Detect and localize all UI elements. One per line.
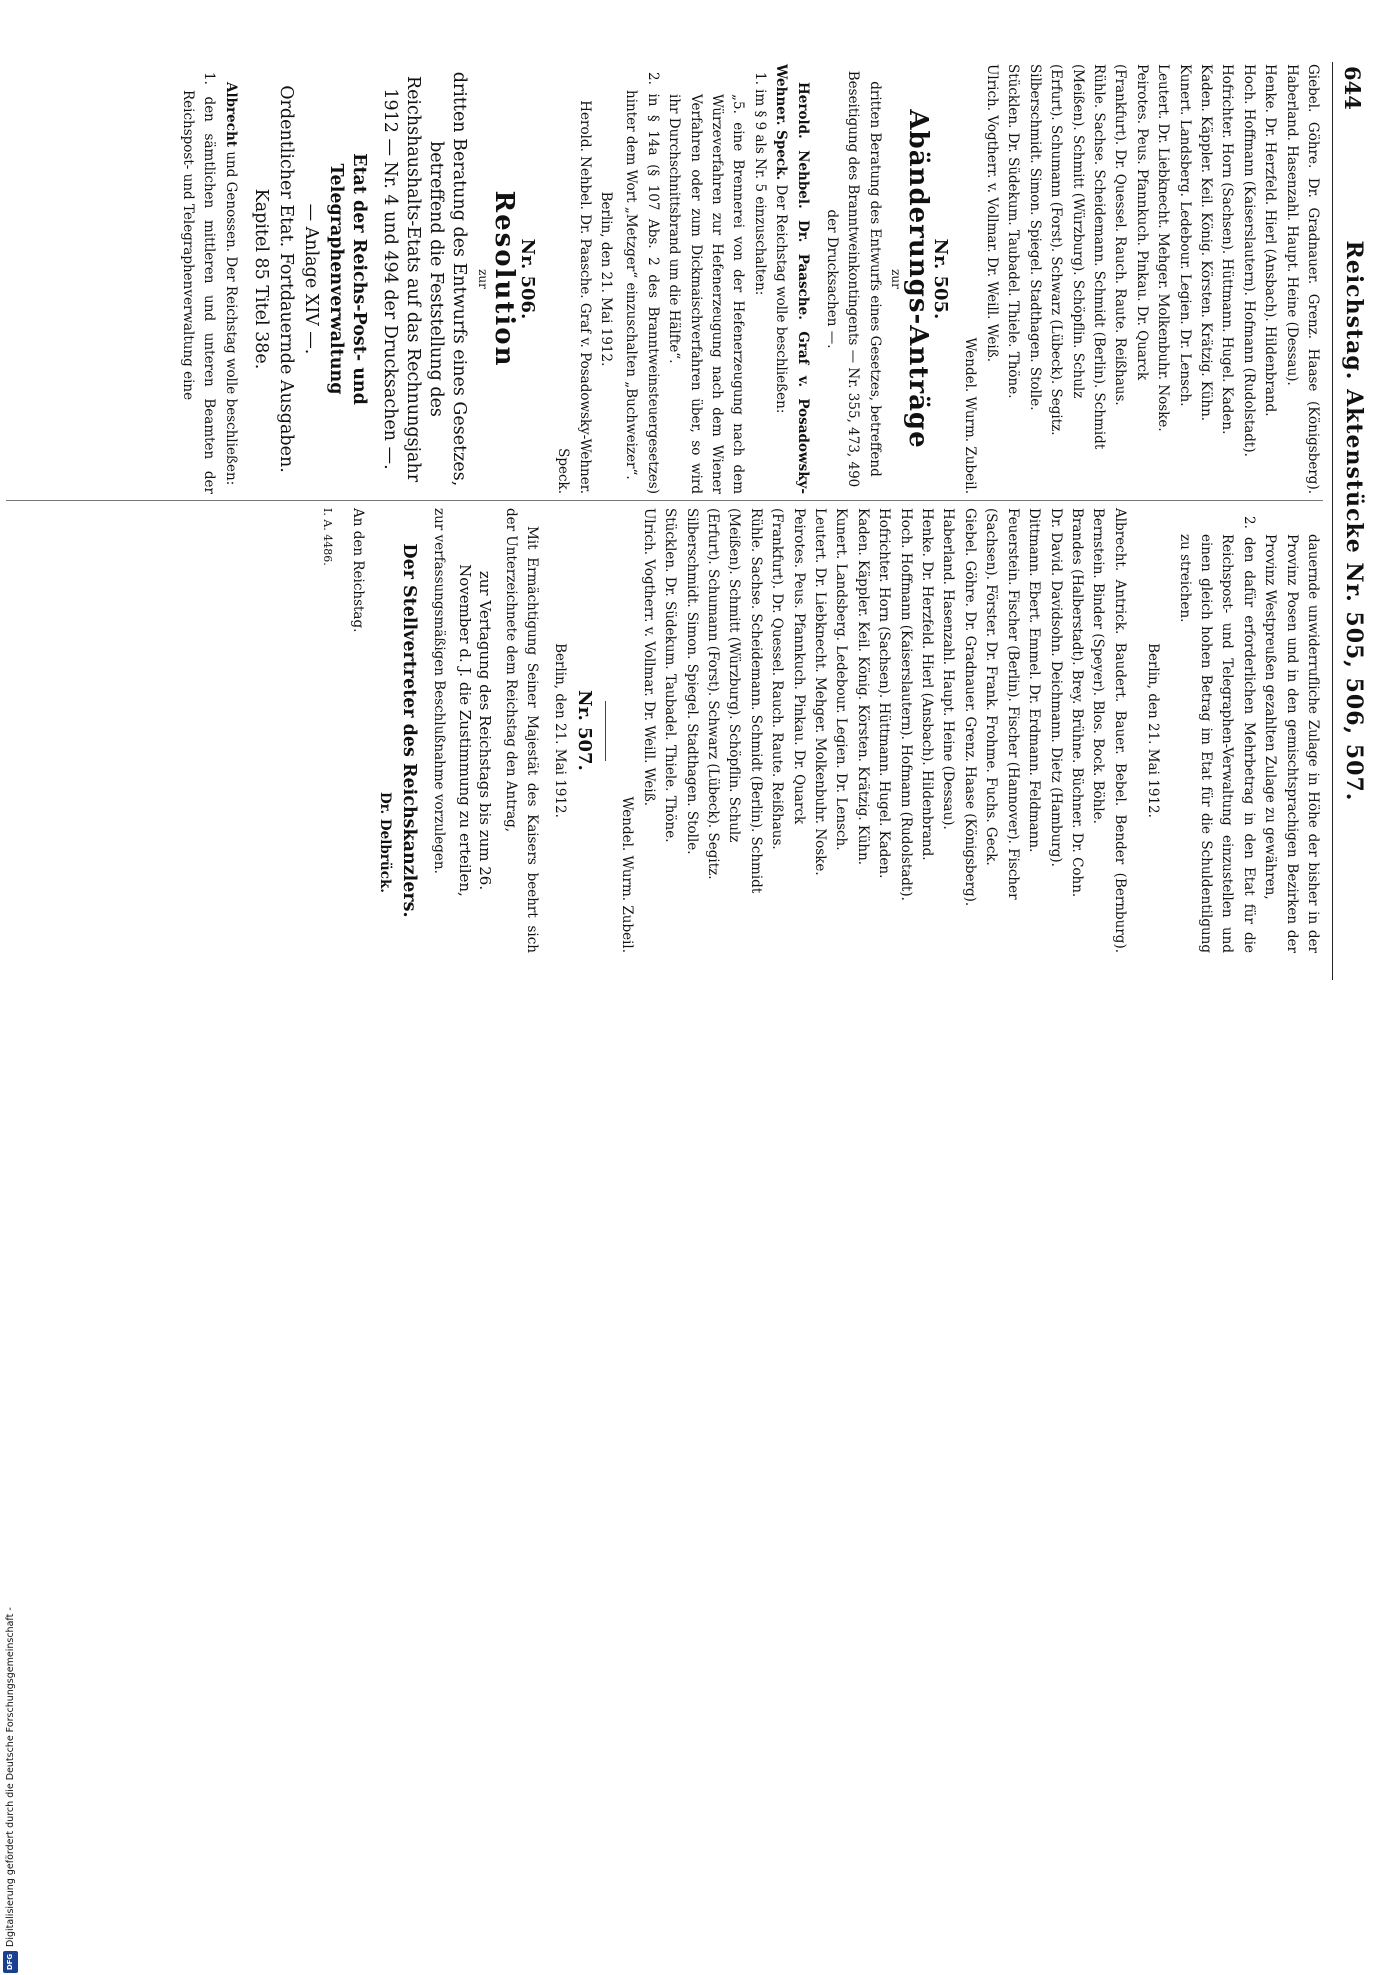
addressee: An den Reichstag. bbox=[349, 508, 366, 633]
name-line: Dr. David. Davidsohn. Deichmann. Dietz (Hamburg). bbox=[1047, 508, 1064, 867]
etat-type: Ordentlicher Etat. Fortdauernde Ausgaben. bbox=[275, 85, 296, 473]
name-line: Peirotes. Peus. Pfannkuch. Pinkau. Dr. Quarck bbox=[790, 508, 807, 825]
heading-resolution: Resolution bbox=[489, 190, 520, 368]
name-line: Kaden. Käppler. Keil. König. Körsten. Krätzig. Kühn. bbox=[854, 508, 871, 866]
name-line: Hofrichter. Horn (Sachsen). Hüttmann. Hugel. Kaden. bbox=[1219, 64, 1236, 435]
name-line: (Meißen). Schmitt (Würzburg). Schöpflin. Schulz bbox=[1069, 64, 1086, 399]
name-line: Silberschmidt. Simon. Spiegel. Stadthagen. Stolle. bbox=[683, 508, 700, 855]
name-line: Ulrich. Vogtherr. v. Vollmar. Dr. Weill. Weiß. bbox=[640, 508, 657, 807]
name-line: Albrecht. Antrick. Baudert. Bauer. Bebel. Bender (Bernburg). Bernstein. Binder (Speyer). Blos. Bock. Böhle. bbox=[1090, 508, 1128, 953]
motion-b bbox=[219, 64, 240, 494]
running-title: Reichstag. Aktenstücke Nr. 505, 506, 507. bbox=[1341, 240, 1367, 802]
name-line: Peirotes. Peus. Pfannkuch. Pinkau. Dr. Quarck bbox=[1133, 64, 1150, 381]
name-line: Hofrichter. Horn (Sachsen). Hüttmann. Hugel. Kaden. bbox=[876, 508, 893, 879]
anlage: — Anlage XIV —. bbox=[300, 203, 321, 355]
name-line: (Frankfurt). Dr. Quessel. Rauch. Raute. Reißhaus. bbox=[1112, 64, 1129, 406]
kapitel: Kapitel 85 Titel 38e. bbox=[250, 188, 271, 370]
dfg-logo: DFG bbox=[3, 1951, 18, 1973]
motion-b-text: und Genossen. Der Reichstag wolle beschließen: bbox=[222, 151, 239, 486]
date-505: Berlin, den 21. Mai 1912. bbox=[598, 191, 614, 367]
name-line: Rühle. Sachse. Scheidemann. Schmidt (Berlin). Schmidt bbox=[1090, 64, 1107, 450]
motion-a-item-1: 1. im § 9 als Nr. 5 einzuschalten: bbox=[751, 72, 768, 296]
name-line: Brandes (Halberstadt). Brey. Brühne. Büchner. Dr. Cohn. bbox=[1068, 508, 1085, 898]
name-line: Silberschmidt. Simon. Spiegel. Stadthagen. Stolle. bbox=[1026, 64, 1043, 411]
motion-b-item-1: 1. den sämtlichen mittleren und unteren Beamten der Reichspost- und Telegraphenverwaltung eine bbox=[179, 72, 218, 494]
name-line: (Erfurt). Schumann (Forst). Schwarz (Lübeck). Segitz. bbox=[1048, 64, 1065, 436]
name-line: Stücklen. Dr. Südekum. Taubadel. Thiele. Thöne. bbox=[662, 508, 679, 843]
credit-text: Digitalisierung gefördert durch die Deutsche Forschungsgemeinschaft - bbox=[5, 1607, 16, 1947]
name-line: Giebel. Göhre. Dr. Gradnauer. Grenz. Haase (Königsberg). bbox=[961, 508, 978, 907]
document-number-507: Nr. 507. bbox=[574, 690, 595, 771]
name-line: Henke. Dr. Herzfeld. Hierl (Ansbach). Hildenbrand. bbox=[1262, 64, 1279, 417]
name-line: (Frankfurt). Dr. Quessel. Rauch. Raute. Reißhaus. bbox=[769, 508, 786, 850]
motion-b-item-1-continued: dauernde unwiderrufliche Zulage in Höhe der bisher in der Provinz Posen und in den gemischtsprachigen Bezirken der Provinz Westpreußen gezahlten Zulage zu gewähren, bbox=[1262, 534, 1321, 953]
name-line: Dittmann. Ebert. Emmel. Dr. Erdmann. Feldmann. bbox=[1026, 508, 1043, 853]
name-line: Kunert. Landsberg. Ledebour. Legien. Dr. Lensch. bbox=[1176, 64, 1193, 407]
motion-b-proposer: Albrecht bbox=[222, 82, 239, 148]
zur-label: zur bbox=[475, 269, 490, 289]
motion-a-text: Der Reichstag wolle beschließen: bbox=[773, 184, 790, 414]
text-507-closing: zur verfassungsmäßigen Beschlußnahme vorzulegen. bbox=[431, 508, 448, 874]
name-line: Leutert. Dr. Liebknecht. Mehger. Molkenbuhr. Noske. bbox=[1155, 64, 1172, 432]
page-number: 644 bbox=[1340, 66, 1365, 110]
motion-a-item-2: 2. in § 14a (§ 107 Abs. 2 des Branntweinsteuergesetzes) hinter dem Wort „Metzger“ einzuschalten „Buchweizer“. bbox=[623, 72, 661, 494]
heading-abaenderungs-antraege: Abänderungs-Anträge bbox=[902, 109, 933, 449]
quote-507: zur Vertagung des Reichstags bis zum 26. November d. J. die Zustimmung zu erteilen, bbox=[456, 564, 495, 897]
name-line: (Meißen). Schmitt (Würzburg). Schöpflin. Schulz bbox=[726, 508, 743, 843]
date-506: Berlin, den 21. Mai 1912. bbox=[1145, 643, 1162, 818]
name-line: (Erfurt). Schumann (Forst). Schwarz (Lübeck). Segitz. bbox=[705, 508, 722, 880]
text-507: Mit Ermächtigung Seiner Majestät des Kaisers beehrt sich der Unterzeichnete dem Reichstag den Antrag, bbox=[502, 508, 541, 953]
name-line: Ulrich. Vogtherr. v. Vollmar. Dr. Weill. Weiß. bbox=[983, 64, 1000, 363]
etat-title: Etat der Reichs-Post- und Telegraphenverwaltung bbox=[325, 153, 369, 405]
section-rule bbox=[605, 701, 606, 761]
names-list-continued bbox=[959, 64, 1323, 494]
name-line: Wendel. Wurm. Zubeil. bbox=[962, 337, 979, 494]
right-column bbox=[0, 508, 1323, 953]
signature-title: Der Stellvertreter des Reichskanzlers. bbox=[398, 543, 419, 918]
motion-b-item-2: 2. den dafür erforderlichen Mehrbetrag in den Etat für die Reichspost- und Telegraphen-Verwaltung einzustellen und einen gleich hohen Betrag im Etat für die Schuldentilgung zu streichen. bbox=[1176, 516, 1257, 953]
left-column bbox=[0, 64, 1323, 494]
document-number-506: Nr. 506. bbox=[516, 238, 538, 320]
date-507: Berlin, den 21. Mai 1912. bbox=[551, 643, 568, 818]
name-line: Wendel. Wurm. Zubeil. bbox=[619, 796, 636, 953]
document-number-505: Nr. 505. bbox=[930, 238, 952, 320]
name-line: Feuerstein. Fischer (Berlin). Fischer (Hannover). Fischer bbox=[1004, 508, 1021, 900]
motion-a bbox=[770, 64, 813, 494]
signature-name: Dr. Delbrück. bbox=[376, 791, 393, 893]
name-line: Giebel. Göhre. Dr. Gradnauer. Grenz. Haase (Königsberg). Haberland. Hasenzahl. Haupt. Heine (Dessau). bbox=[1283, 64, 1321, 494]
motion-a-quote: „5. eine Brennerei von der Hefenerzeugung nach dem Würzeverfahren zur Hefenerzeugung nach dem Wiener Verfahren oder zum Dickmaischverfahren über, so wird ihr Durchschnittsbrand um die Hälfte“. bbox=[666, 94, 747, 494]
name-line: Hoch. Hoffmann (Kaiserslautern). Hofmann (Rudolstadt). bbox=[1240, 64, 1257, 457]
name-line: Leutert. Dr. Liebknecht. Mehger. Molkenbuhr. Noske. bbox=[812, 508, 829, 876]
column-divider bbox=[6, 500, 1323, 501]
digitization-credit bbox=[0, 975, 22, 1975]
name-line: Kunert. Landsberg. Ledebour. Legien. Dr. Lensch. bbox=[833, 508, 850, 851]
motion-a-proposers: Herold. Nehbel. Dr. Paasche. Graf v. Posadowsky-Wehner. Speck. bbox=[773, 64, 811, 494]
zur-label: zur bbox=[889, 269, 904, 289]
signers-506 bbox=[616, 508, 1130, 953]
name-line: (Sachsen). Förster. Dr. Frank. Frohme. Fuchs. Geck. bbox=[983, 508, 1000, 866]
signers-505: Herold. Nehbel. Dr. Paasche. Graf v. Posadowsky-Wehner. Speck. bbox=[555, 100, 593, 494]
name-line: Rühle. Sachse. Scheidemann. Schmidt (Berlin). Schmidt bbox=[747, 508, 764, 894]
name-line: Stücklen. Dr. Südekum. Taubadel. Thiele. Thöne. bbox=[1005, 64, 1022, 399]
name-line: Kaden. Käppler. Keil. König. Körsten. Krätzig. Kühn. bbox=[1197, 64, 1214, 422]
subject-505: dritten Beratung des Entwurfs eines Gesetzes, betreffend Beseitigung des Branntweinkontingents — Nr. 355, 473, 490 der Drucksachen —. bbox=[824, 70, 883, 488]
name-line: Hoch. Hoffmann (Kaiserslautern). Hofmann (Rudolstadt). bbox=[897, 508, 914, 901]
reference-number: I. A. 4486. bbox=[321, 508, 335, 566]
name-line: Haberland. Hasenzahl. Haupt. Heine (Dessau). bbox=[940, 508, 957, 830]
subject-506: dritten Beratung des Entwurfs eines Gesetzes, betreffend die Feststellung des Reichshaushalts-Etats auf das Rechnungsjahr 1912 — Nr. 4 und 494 der Drucksachen —. bbox=[379, 71, 469, 487]
page-header bbox=[1332, 62, 1375, 980]
name-line: Henke. Dr. Herzfeld. Hierl (Ansbach). Hildenbrand. bbox=[919, 508, 936, 861]
